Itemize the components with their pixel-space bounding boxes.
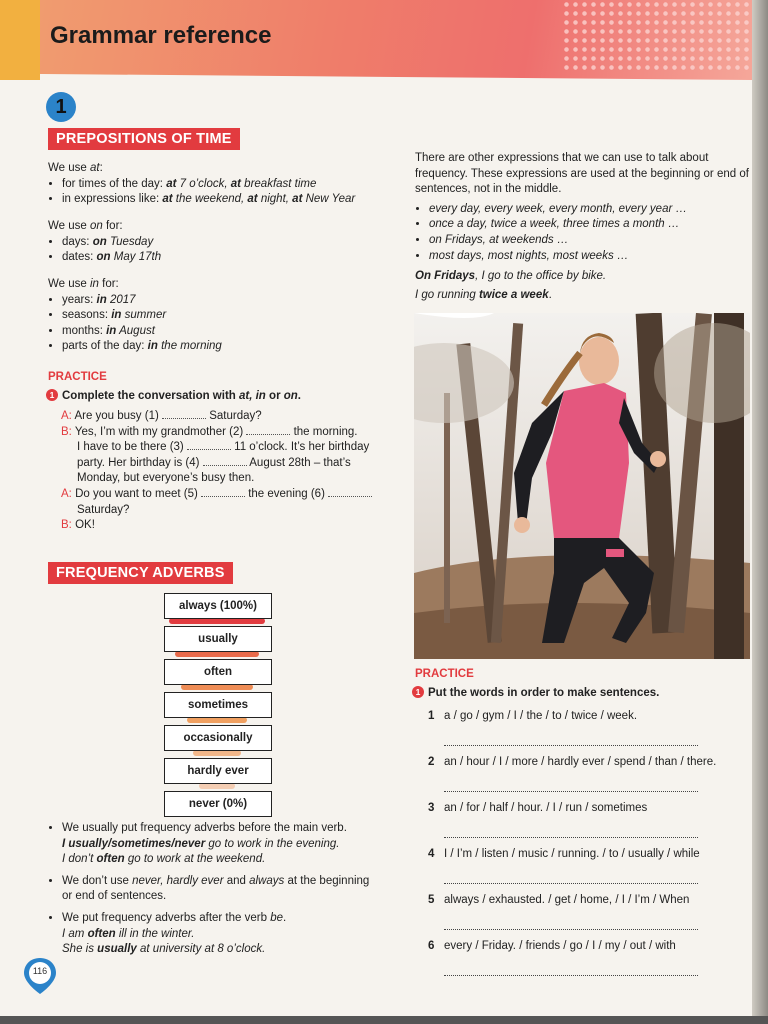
expression-item: • on Fridays, at weekends … [429,233,751,249]
in-item: • months: in August [62,324,378,340]
in-item: • years: in 2017 [62,293,378,309]
section-heading-frequency: FREQUENCY ADVERBS [48,562,233,584]
reorder-sentence: 4 I / I’m / listen / music / running. / to / usually / while [428,848,700,860]
gap-5[interactable] [201,487,245,497]
gap-6[interactable] [328,487,372,497]
adverb-box: usually [164,626,272,652]
answer-line[interactable] [444,790,698,792]
scan-bottom-edge [0,1016,768,1024]
at-item: • in expressions like: at the weekend, at night, at New Year [62,192,378,208]
gap-3[interactable] [187,440,231,450]
adverb-box: hardly ever [164,758,272,784]
page-number-marker [22,956,58,992]
example-sentence: I go running twice a week. [415,288,552,301]
dialogue-line: A: Are you busy (1) Saturday? [61,410,262,422]
dialogue-line: A: Do you want to meet (5) the evening (6) [61,487,391,503]
adverb-box: occasionally [164,725,272,751]
dialogue-line: B: Yes, I’m with my grandmother (2) the morning. [61,425,358,438]
on-intro: We use on for: [48,220,123,232]
adverb-box: always (100%) [164,593,272,619]
practice2-instruction: 1 Put the words in order to make sentences. [412,686,742,702]
dialogue-line: B: OK! [61,519,95,532]
gap-1[interactable] [162,409,206,419]
reorder-sentence: 3 an / for / half / hour. / I / run / sometimes [428,802,648,814]
example-sentence: On Fridays, I go to the office by bike. [415,270,607,283]
prepositions-in-block [48,277,378,355]
answer-line[interactable] [444,928,698,930]
dialogue-line: party. Her birthday is (4) August 28th – that’s [77,456,351,469]
dialogue-line: I have to be there (3) 11 o’clock. It’s her birthday [77,441,370,454]
in-item: • parts of the day: in the morning [62,339,378,355]
adverb-box: sometimes [164,692,272,718]
exercise-number-badge: 1 [46,389,58,401]
frequency-note: • We usually put frequency adverbs before the main verb. I usually/sometimes/never go to work in the evening. I don’t often go to work at the weekend. [62,821,388,868]
dialogue-line: Saturday? [77,503,130,516]
practice-label-left: PRACTICE [48,371,107,383]
adverb-box: often [164,659,272,685]
answer-line[interactable] [444,882,698,884]
prepositions-at-block [48,161,378,208]
frequency-notes [48,821,388,958]
frequency-note: • We don’t use never, hardly ever and always at the beginning or end of sentences. [62,874,388,905]
reorder-sentence: 6 every / Friday. / friends / go / I / my / out / with [428,940,676,952]
location-pin-icon [22,956,58,996]
header-dot-pattern [562,0,752,70]
answer-line[interactable] [444,836,698,838]
reorder-sentence: 2 an / hour / I / more / hardly ever / spend / than / there. [428,756,717,768]
practice-label-right: PRACTICE [415,668,474,680]
adverb-box: never (0%) [164,791,272,817]
dialogue-line: Monday, but everyone’s busy then. [77,472,255,485]
in-intro: We use in for: [48,278,119,290]
practice1-instruction: 1 Complete the conversation with at, in or on. [46,389,386,405]
reorder-sentence: 1 a / go / gym / I / the / to / twice / week. [428,710,638,722]
runner-photo [414,313,750,659]
prepositions-on-block [48,219,378,266]
other-expressions-intro: There are other expressions that we can use to talk about frequency. These expressions are used at the beginning or end of sentences, not in the middle. [415,152,749,196]
page-title: Grammar reference [50,22,272,49]
expression-item: • every day, every week, every month, every year … [429,202,751,218]
gap-4[interactable] [203,456,247,466]
in-item: • seasons: in summer [62,308,378,324]
reorder-sentence: 5 always / exhausted. / get / home, / I / I’m / When [428,894,690,906]
expression-item: • once a day, twice a week, three times a month … [429,217,751,233]
unit-number-badge: 1 [46,92,76,122]
gap-2[interactable] [246,425,290,435]
expression-item: • most days, most nights, most weeks … [429,249,751,265]
header-accent-stripe [0,0,40,80]
answer-line[interactable] [444,974,698,976]
frequency-note: • We put frequency adverbs after the verb be. I am often ill in the winter. She is usually at university at 8 o’clock. [62,911,388,958]
page-edge-shadow [752,0,768,1024]
conversation [61,409,391,534]
runner-illustration [414,313,750,659]
on-item: • dates: on May 17th [62,250,378,266]
answer-line[interactable] [444,744,698,746]
exercise-number-badge: 1 [412,686,424,698]
other-expressions [415,151,751,303]
section-heading-prepositions: PREPOSITIONS OF TIME [48,128,240,150]
at-item: • for times of the day: at 7 o’clock, at breakfast time [62,177,378,193]
on-item: • days: on Tuesday [62,235,378,251]
at-intro: We use at: [48,162,103,174]
page-number: 116 [32,966,48,976]
